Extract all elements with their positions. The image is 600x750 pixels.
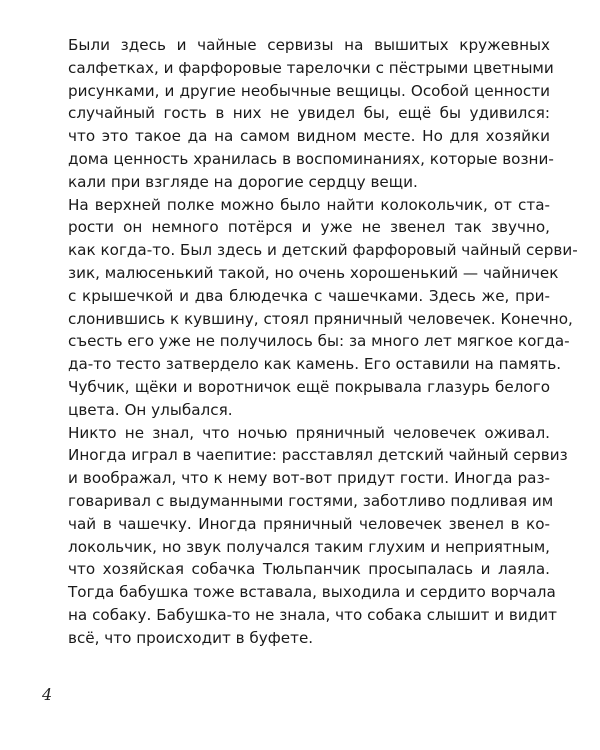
text-line: рости он немного потёрся и уже не звенел так звучно,: [68, 218, 550, 237]
text-line: Чубчик, щёки и воротничок ещё покрывала глазурь белого: [68, 377, 550, 396]
text-line: Были здесь и чайные сервизы на вышитых кружевных: [68, 36, 550, 54]
text-line: локольчик, но звук получался таким глухим и неприятным,: [68, 537, 550, 556]
text-line: цвета. Он улыбался.: [68, 400, 233, 419]
text-line: и воображал, что к нему вот-вот придут гости. Иногда раз-: [68, 469, 550, 488]
text-line: На верхней полке можно было найти колокольчик, от ста-: [68, 195, 550, 214]
page-number: 4: [42, 685, 53, 704]
text-line: всё, что происходит в буфете.: [68, 628, 314, 647]
text-line: говаривал с выдуманными гостями, заботливо подливая им: [68, 491, 554, 510]
text-line: на собаку. Бабушка-то не знала, что собака слышит и видит: [68, 605, 557, 624]
text-line: да-то тесто затвердело как камень. Его оставили на память.: [68, 355, 562, 374]
text-line: Никто не знал, что ночью пряничный человечек оживал.: [68, 423, 550, 442]
paragraph-2: [52, 194, 578, 422]
text-line: что хозяйская собачка Тюльпанчик просыпалась и лаяла.: [68, 560, 550, 579]
text-line: Тогда бабушка тоже вставала, выходила и сердито ворчала: [68, 583, 556, 602]
text-line: съесть его уже не получилось бы: за много лет мягкое когда-: [68, 332, 570, 351]
text-line: случайный гость в них не увидел бы, ещё бы удивился:: [68, 104, 550, 123]
text-line: Иногда играл в чаепитие: расставлял детский чайный сервиз: [68, 446, 568, 465]
text-line: зик, малюсенький такой, но очень хорошенький — чайничек: [68, 263, 559, 282]
body-text: [52, 34, 578, 650]
text-line: слонившись к кувшину, стоял пряничный человечек. Конечно,: [68, 309, 573, 328]
text-line: как когда-то. Был здесь и детский фарфоровый чайный серви-: [68, 241, 578, 260]
text-line: дома ценность хранилась в воспоминаниях, которые возни-: [68, 149, 554, 168]
text-line: с крышечкой и два блюдечка с чашечками. Здесь же, при-: [68, 286, 550, 305]
text-line: что это такое да на самом видном месте. Но для хозяйки: [68, 127, 550, 146]
text-line: салфетках, и фарфоровые тарелочки с пёстрыми цветными: [68, 58, 554, 77]
paragraph-3: [52, 422, 568, 650]
text-line: чай в чашечку. Иногда пряничный человечек звенел в ко-: [68, 514, 550, 533]
text-line: кали при взгляде на дорогие сердцу вещи.: [68, 172, 418, 191]
paragraph-1: [52, 34, 554, 194]
text-line: рисунками, и другие необычные вещицы. Особой ценности: [68, 81, 550, 100]
